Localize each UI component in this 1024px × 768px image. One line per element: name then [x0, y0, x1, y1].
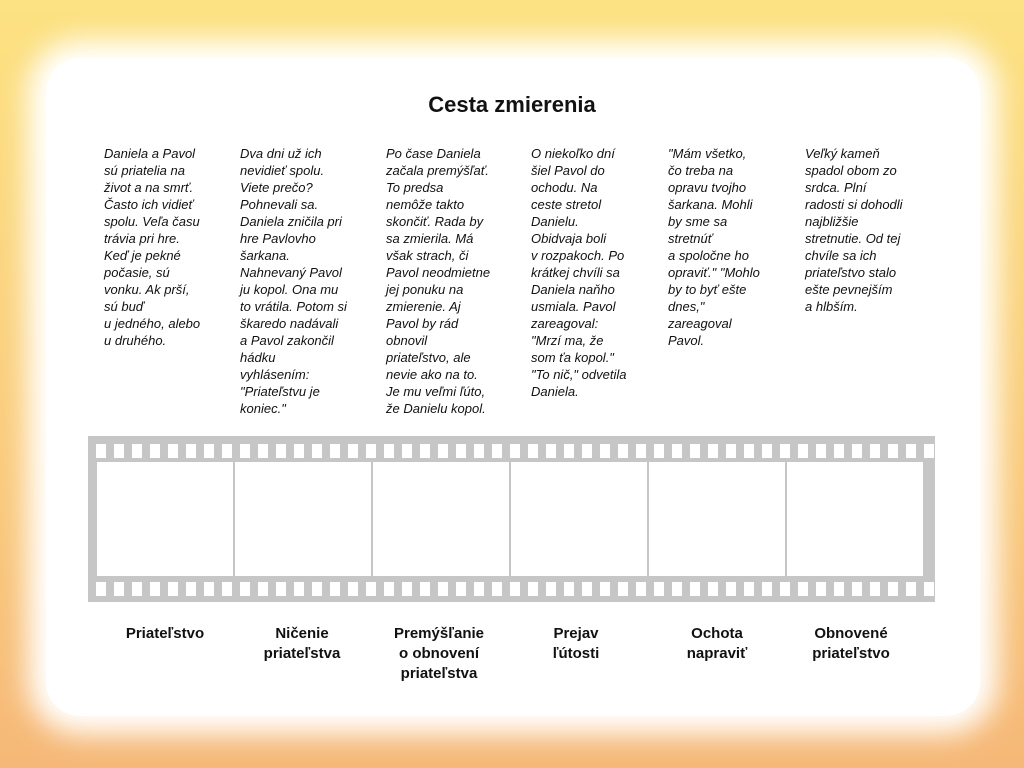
film-frame-1	[97, 462, 233, 576]
film-frame-2	[235, 462, 371, 576]
stage-label-3: Premýšľanie o obnovení priateľstva	[394, 625, 484, 682]
page-title: Cesta zmierenia	[428, 92, 596, 117]
film-perforation-bottom	[88, 582, 935, 596]
story-column-6: Veľký kameň spadol obom zo srdca. Plní radosti si dohodli najbližšie stretnutie. Od tej chvíle sa ich priateľstvo stalo ešte pevnejším a hlbším.	[805, 146, 903, 314]
film-perforation-top	[88, 444, 935, 458]
film-strip	[88, 436, 935, 602]
film-frame-3	[373, 462, 509, 576]
stage-label-5: Ochota napraviť	[686, 625, 748, 662]
stage-label-1: Priateľstvo	[125, 625, 205, 642]
story-column-5: "Mám všetko, čo treba na opravu tvojho šarkana. Mohli by sme sa stretnúť a spoločne ho opraviť." "Mohlo by to byť ešte dnes," zareagoval Pavol.	[668, 146, 760, 348]
story-column-3: Po čase Daniela začala premýšľať. To predsa nemôže takto skončiť. Rada by sa zmierila. Má však strach, či Pavol neodmietne jej ponuku na zmierenie. Aj Pavol by rád obnovil priateľstvo, ale nevie ako na to. Je mu veľmi ľúto, že Danielu kopol.	[386, 146, 491, 416]
film-frame-5	[649, 462, 785, 576]
stage-label-2: Ničenie priateľstva	[263, 625, 341, 662]
story-column-1: Daniela a Pavol sú priatelia na život a na smrť. Často ich vidieť spolu. Veľa času trávia pri hre. Keď je pekné počasie, sú vonku. Ak prší, sú buď u jedného, alebo u druhého.	[104, 146, 201, 348]
stage-label-4: Prejav ľútosti	[552, 625, 600, 662]
story-column-4: O niekoľko dní šiel Pavol do ochodu. Na ceste stretol Danielu. Obidvaja boli v rozpakoch. Po krátkej chvíli sa Daniela naňho usmiala. Pavol zareagoval: "Mrzí ma, že som ťa kopol." "To nič," odvetila Daniela.	[531, 146, 627, 399]
film-frame-6	[787, 462, 923, 576]
stage-label-6: Obnovené priateľstvo	[812, 625, 890, 662]
story-column-2: Dva dni už ich nevidieť spolu. Viete prečo? Pohnevali sa. Daniela zničila pri hre Pavlovho šarkana. Nahnevaný Pavol ju kopol. Ona mu to vrátila. Potom si škaredo nadávali a Pavol zakončil hádku vyhlásením: "Priateľstvu je koniec."	[240, 146, 347, 416]
film-frame-4	[511, 462, 647, 576]
